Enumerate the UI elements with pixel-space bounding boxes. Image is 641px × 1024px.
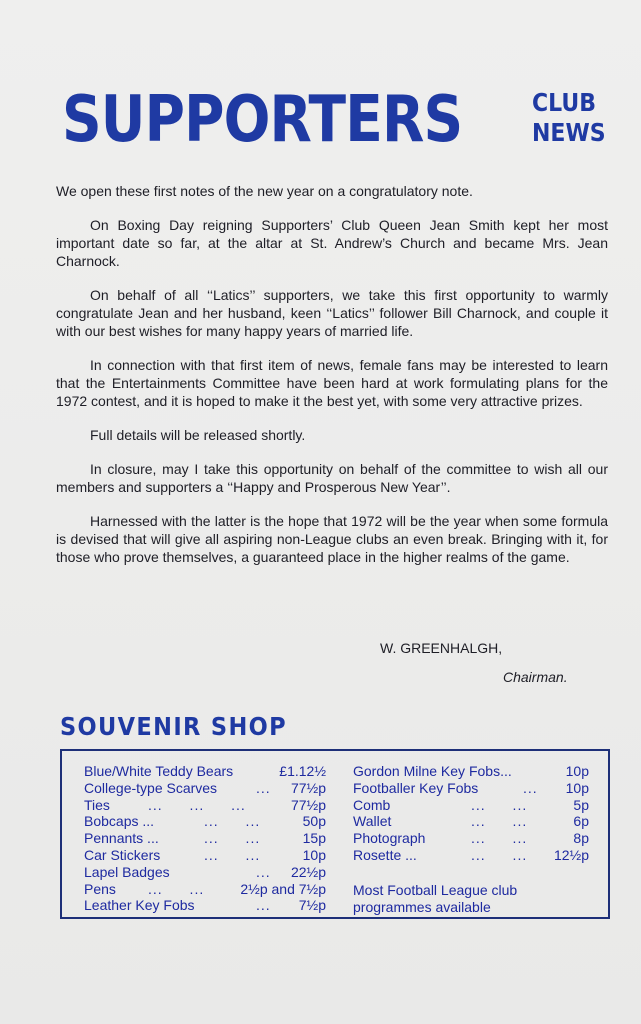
item-name: Rosette ...	[353, 846, 417, 863]
item-name: Leather Key Fobs	[84, 897, 195, 914]
leader-dots: ... ...	[471, 813, 528, 830]
masthead-subtitle-news: NEWS	[532, 118, 606, 147]
leader-dots: ... ...	[471, 846, 528, 863]
programmes-note-line: Most Football League club	[353, 881, 518, 898]
leader-dots: ... ... ...	[148, 796, 246, 813]
article-paragraph: We open these first notes of the new year on a congratulatory note.	[56, 183, 473, 199]
leader-dots: ...	[256, 779, 271, 796]
price-row	[353, 847, 589, 864]
item-price: 7½p	[298, 897, 326, 914]
masthead-subtitle	[532, 88, 606, 148]
item-price: 10p	[565, 779, 589, 796]
article-paragraph: In connection with that first item of news, female fans may be interested to learn that the Entertainments Committee have been hard at work formulating plans for the 1972 contest, and it is hoped to make it the best yet, with some very attractive prizes.	[56, 357, 608, 409]
article-paragraph: Full details will be released shortly.	[90, 427, 306, 443]
price-row	[84, 897, 326, 914]
item-name: Blue/White Teddy Bears	[84, 763, 234, 779]
price-list-right-column	[353, 763, 589, 916]
item-name: Wallet	[353, 813, 392, 830]
price-row	[84, 780, 326, 797]
leader-dots: ... ...	[148, 880, 205, 897]
item-price: 50p	[302, 813, 326, 830]
price-list-left-column	[84, 763, 326, 914]
leader-dots: ... ...	[471, 830, 528, 847]
item-price: 2½p and 7½p	[240, 880, 326, 897]
item-price: 8p	[573, 830, 589, 847]
article-paragraph: Harnessed with the latter is the hope that 1972 will be the year when some formula is devised that will give all aspiring non-League clubs an even break. Bringing with it, for those who prove themselves, a guaranteed place in the higher realms of the game.	[56, 513, 608, 565]
item-name: Car Stickers	[84, 846, 161, 863]
item-price: 6p	[573, 813, 589, 830]
price-row	[84, 847, 326, 864]
item-name: Ties	[84, 796, 110, 813]
item-name: Comb	[353, 796, 391, 813]
leader-dots: ...	[523, 779, 538, 796]
item-name: Pennants ...	[84, 830, 159, 847]
article-body	[56, 182, 608, 582]
price-row	[84, 763, 326, 780]
price-row	[353, 830, 589, 847]
price-row	[84, 864, 326, 881]
item-name: Footballer Key Fobs	[353, 779, 479, 796]
leader-dots: ... ...	[204, 846, 261, 863]
item-price: 22½p	[290, 863, 326, 880]
item-price: 15p	[302, 830, 326, 847]
souvenir-shop-price-list	[60, 749, 610, 919]
item-name: Lapel Badges	[84, 863, 170, 880]
item-price: 10p	[565, 763, 589, 779]
programmes-note-line: programmes available	[353, 898, 491, 915]
programmes-note	[353, 882, 589, 916]
leader-dots: ...	[256, 897, 271, 914]
item-name: Photograph	[353, 830, 426, 847]
price-row	[84, 797, 326, 814]
price-row	[353, 813, 589, 830]
signature-role: Chairman.	[503, 669, 568, 685]
souvenir-shop-heading: SOUVENIR SHOP	[60, 712, 287, 741]
leader-dots: ... ...	[204, 813, 261, 830]
item-name: Bobcaps ...	[84, 813, 155, 830]
price-row	[353, 780, 589, 797]
leader-dots: ... ...	[204, 830, 261, 847]
signature-name: W. GREENHALGH,	[380, 640, 503, 656]
leader-dots: ... ...	[471, 796, 528, 813]
price-row	[353, 763, 589, 780]
item-price: 10p	[302, 846, 326, 863]
item-price: 77½p	[290, 796, 326, 813]
item-name: College-type Scarves	[84, 779, 218, 796]
price-row	[84, 813, 326, 830]
article-paragraph: On Boxing Day reigning Supporters’ Club Queen Jean Smith kept her most important date so far, at the altar at St. Andrew’s Church and became Mrs. Jean Charnock.	[56, 217, 608, 269]
masthead	[62, 82, 622, 162]
article-paragraph: In closure, may I take this opportunity on behalf of the committee to wish all our members and supporters a ‘‘Happy and Prosperous New Year’’.	[56, 461, 608, 495]
item-price: £1.12½	[279, 763, 326, 779]
price-row	[353, 797, 589, 814]
price-row	[84, 881, 326, 898]
item-price: 12½p	[553, 846, 589, 863]
item-price: 5p	[573, 796, 589, 813]
masthead-subtitle-club: CLUB	[532, 88, 597, 117]
leader-dots: ...	[256, 863, 271, 880]
masthead-title: SUPPORTERS	[62, 83, 463, 157]
item-name: Pens	[84, 880, 116, 897]
price-row	[84, 830, 326, 847]
item-name: Gordon Milne Key Fobs...	[353, 763, 512, 779]
item-price: 77½p	[290, 779, 326, 796]
article-paragraph: On behalf of all ‘‘Latics’’ supporters, we take this first opportunity to warmly congratulate Jean and her husband, keen ‘‘Latics’’ follower Bill Charnock, and couple it with our best wishes for many happy years of married life.	[56, 287, 608, 339]
